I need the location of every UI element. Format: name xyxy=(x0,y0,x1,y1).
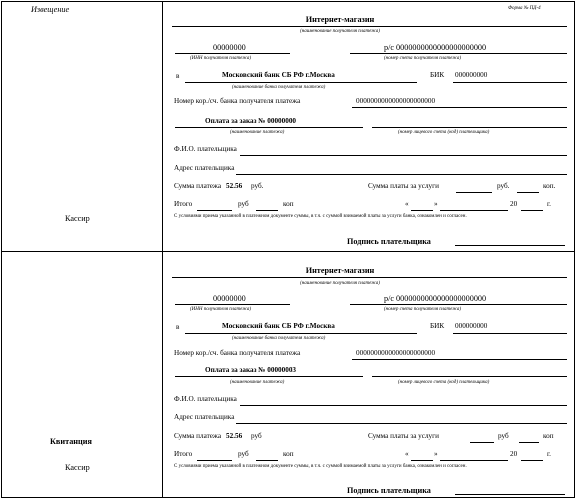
sum-value: 52.56 xyxy=(226,182,243,190)
corr-line xyxy=(352,107,567,108)
bank-caption: (наименование банка получателя платежа) xyxy=(232,336,326,341)
date-quote-close: » xyxy=(434,450,438,458)
section-divider xyxy=(2,251,574,252)
fee-rub: руб. xyxy=(497,182,510,190)
sum-value: 52.56 xyxy=(226,432,243,440)
total-rub: руб xyxy=(238,200,249,208)
corr-value: 0000000000000000000000 xyxy=(356,349,436,357)
date-month-line xyxy=(440,460,508,461)
signature-line xyxy=(455,494,565,495)
total-kop: коп xyxy=(283,200,294,208)
form-number: Форма № ПД-4 xyxy=(508,6,541,11)
total-kop-line xyxy=(256,460,278,461)
signature-label: Подпись плательщика xyxy=(347,486,431,495)
inn-line xyxy=(175,304,290,305)
bank-line xyxy=(185,82,417,83)
account-caption: (номер счета получателя платежа) xyxy=(384,56,461,61)
date-year-line xyxy=(521,210,543,211)
consent-text: С условиями приема указанной в платежном документе суммы, в т.ч. с суммой взимаемой платы за услуги банка, ознакомлен и согласен. xyxy=(174,464,467,469)
total-kop: коп xyxy=(283,450,294,458)
recipient-name: Интернет-магазин xyxy=(305,266,375,275)
recipient-caption: (наименование получателя платежа) xyxy=(300,281,380,286)
date-month-line xyxy=(440,210,508,211)
account-value: р/с 0000000000000000000000 xyxy=(384,294,487,303)
bank-name: Московский банк СБ РФ г.Москва xyxy=(222,322,335,330)
recipient-line xyxy=(172,26,567,27)
purpose-value: Оплата за заказ № 00000000 xyxy=(205,117,297,125)
recipient-caption: (наименование получателя платежа) xyxy=(300,29,380,34)
address-label: Адрес плательщика xyxy=(174,164,235,172)
purpose-line xyxy=(175,127,363,128)
bik-line xyxy=(453,82,567,83)
sum-rub: руб xyxy=(251,432,262,440)
inn-caption: (ИНН получателя платежа) xyxy=(190,307,251,312)
cashier-label-bottom: Кассир xyxy=(65,463,90,472)
purpose-caption: (наименование платежа) xyxy=(230,380,285,385)
fee-kop-line xyxy=(517,192,539,193)
inn-caption: (ИНН получателя платежа) xyxy=(190,56,251,61)
bank-line xyxy=(185,333,417,334)
total-label: Итого xyxy=(174,450,193,458)
fee-label: Сумма платы за услуги xyxy=(368,182,439,190)
date-quote-close: » xyxy=(434,200,438,208)
bank-caption: (наименование банка получателя платежа) xyxy=(232,85,326,90)
date-year-suffix: г. xyxy=(547,200,551,208)
corr-label: Номер кор./сч. банка получателя платежа xyxy=(174,97,301,105)
fee-kop: коп. xyxy=(543,182,556,190)
date-year-suffix: г. xyxy=(547,450,551,458)
account-value: р/с 0000000000000000000000 xyxy=(384,43,487,52)
bank-name: Московский банк СБ РФ г.Москва xyxy=(222,71,335,79)
date-year: 20 xyxy=(510,200,518,208)
fee-label: Сумма платы за услуги xyxy=(368,432,439,440)
date-day-line xyxy=(411,460,433,461)
payer-label: Ф.И.О. плательщика xyxy=(174,395,237,403)
total-label: Итого xyxy=(174,200,193,208)
date-quote-open: « xyxy=(405,200,409,208)
inn-value: 00000000 xyxy=(213,294,246,303)
date-quote-open: « xyxy=(405,450,409,458)
date-day-line xyxy=(411,210,433,211)
purpose-value: Оплата за заказ № 00000003 xyxy=(205,366,297,374)
signature-line xyxy=(455,245,565,246)
signature-label: Подпись плательщика xyxy=(347,237,431,246)
sum-label: Сумма платежа xyxy=(174,432,222,440)
total-rub-line xyxy=(197,460,232,461)
fee-kop-line xyxy=(519,442,539,443)
total-rub-line xyxy=(197,210,232,211)
payer-line xyxy=(240,155,567,156)
corr-line xyxy=(352,359,567,360)
in-label: в xyxy=(176,72,180,80)
recipient-name: Интернет-магазин xyxy=(305,15,375,24)
address-line xyxy=(236,174,567,175)
purpose-line xyxy=(175,376,363,377)
sum-label: Сумма платежа xyxy=(174,182,222,190)
account-line xyxy=(350,304,567,305)
bik-value: 000000000 xyxy=(455,71,488,79)
corr-value: 0000000000000000000000 xyxy=(356,97,436,105)
account-caption: (номер счета получателя платежа) xyxy=(384,307,461,312)
in-label: в xyxy=(176,323,180,331)
address-line xyxy=(236,423,567,424)
fee-rub-line xyxy=(470,442,494,443)
notice-label: Извещение xyxy=(31,5,70,14)
personal-account-line xyxy=(372,376,567,377)
bik-value: 000000000 xyxy=(455,322,488,330)
bik-line xyxy=(453,333,567,334)
fee-kop: коп xyxy=(543,432,554,440)
total-kop-line xyxy=(256,210,278,211)
inn-value: 00000000 xyxy=(213,43,246,52)
personal-account-caption: (номер лицевого счета (код) плательщика) xyxy=(398,130,490,135)
consent-text: С условиями приема указанной в платежном документе суммы, в т.ч. с суммой взимаемой платы за услуги банка, ознакомлен и согласен. xyxy=(174,214,467,219)
column-divider xyxy=(162,2,163,497)
address-label: Адрес плательщика xyxy=(174,413,235,421)
inn-line xyxy=(175,53,290,54)
cashier-label-top: Кассир xyxy=(65,214,90,223)
total-rub: руб xyxy=(238,450,249,458)
receipt-label: Квитанция xyxy=(50,437,92,446)
personal-account-caption: (номер лицевого счета (код) плательщика) xyxy=(398,380,490,385)
bik-label: БИК xyxy=(430,322,445,330)
date-year-line xyxy=(521,460,543,461)
purpose-caption: (наименование платежа) xyxy=(230,130,285,135)
payer-label: Ф.И.О. плательщика xyxy=(174,145,237,153)
fee-rub: руб xyxy=(498,432,509,440)
payer-line xyxy=(240,405,567,406)
account-line xyxy=(350,53,567,54)
date-year: 20 xyxy=(510,450,518,458)
fee-rub-line xyxy=(456,192,492,193)
personal-account-line xyxy=(372,127,567,128)
recipient-line xyxy=(172,277,567,278)
sum-rub: руб. xyxy=(251,182,264,190)
corr-label: Номер кор./сч. банка получателя платежа xyxy=(174,349,301,357)
bik-label: БИК xyxy=(430,71,445,79)
